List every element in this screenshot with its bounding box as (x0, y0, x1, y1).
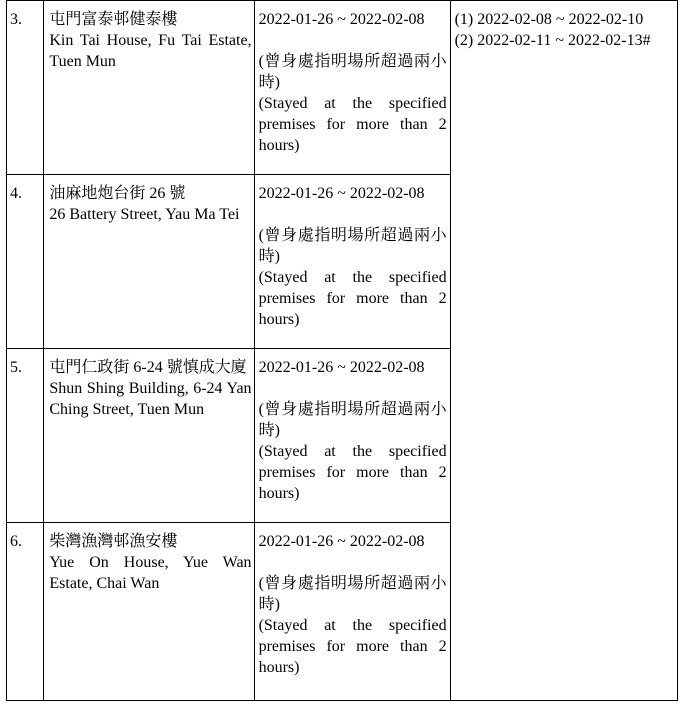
remark-en: (Stayed at the specified premises for more than 2 hours) (258, 443, 447, 502)
premises-name-en: 26 Battery Street, Yau Ma Tei (49, 206, 240, 223)
remark-en: (Stayed at the specified premises for more than 2 hours) (258, 269, 447, 328)
premises-name-zh: 屯門富泰邨健泰樓 (49, 11, 178, 28)
testing-date-2: (2) 2022-02-11 ~ 2022-02-13# (454, 32, 651, 49)
premises-name-zh: 油麻地炮台街 26 號 (49, 185, 186, 202)
premises-cell (44, 1, 254, 175)
premises-cell (44, 175, 254, 349)
testing-date-1: (1) 2022-02-08 ~ 2022-02-10 (454, 11, 644, 28)
row-number: 4. (10, 185, 22, 202)
premises-name-en: Kin Tai House, Fu Tai Estate, Tuen Mun (49, 32, 252, 70)
period-cell (254, 523, 450, 701)
period-cell (254, 349, 450, 523)
premises-table-page (6, 0, 678, 700)
table-row (7, 1, 678, 175)
remark-en: (Stayed at the specified premises for more than 2 hours) (258, 617, 447, 676)
compulsory-testing-dates-cell (450, 1, 677, 701)
stay-period: 2022-01-26 ~ 2022-02-08 (258, 359, 425, 376)
period-cell (254, 1, 450, 175)
premises-name-en: Yue On House, Yue Wan Estate, Chai Wan (49, 554, 252, 592)
premises-name-en: Shun Shing Building, 6-24 Yan Ching Street, Tuen Mun (49, 380, 252, 418)
stay-period: 2022-01-26 ~ 2022-02-08 (258, 185, 425, 202)
row-number-cell (7, 175, 44, 349)
specified-premises-table (6, 0, 678, 701)
remark-zh: (曾身處指明場所超過兩小時) (258, 53, 447, 91)
row-number-cell (7, 1, 44, 175)
premises-name-zh: 柴灣漁灣邨漁安樓 (49, 533, 178, 550)
row-number: 6. (10, 533, 22, 550)
remark-en: (Stayed at the specified premises for more than 2 hours) (258, 95, 447, 154)
remark-zh: (曾身處指明場所超過兩小時) (258, 401, 447, 439)
remark-zh: (曾身處指明場所超過兩小時) (258, 227, 447, 265)
period-cell (254, 175, 450, 349)
stay-period: 2022-01-26 ~ 2022-02-08 (258, 533, 425, 550)
stay-period: 2022-01-26 ~ 2022-02-08 (258, 11, 425, 28)
premises-name-zh: 屯門仁政街 6-24 號慎成大廈 (49, 359, 247, 376)
row-number: 3. (10, 11, 22, 28)
premises-cell (44, 523, 254, 701)
row-number-cell (7, 523, 44, 701)
row-number-cell (7, 349, 44, 523)
premises-cell (44, 349, 254, 523)
row-number: 5. (10, 359, 22, 376)
remark-zh: (曾身處指明場所超過兩小時) (258, 575, 447, 613)
